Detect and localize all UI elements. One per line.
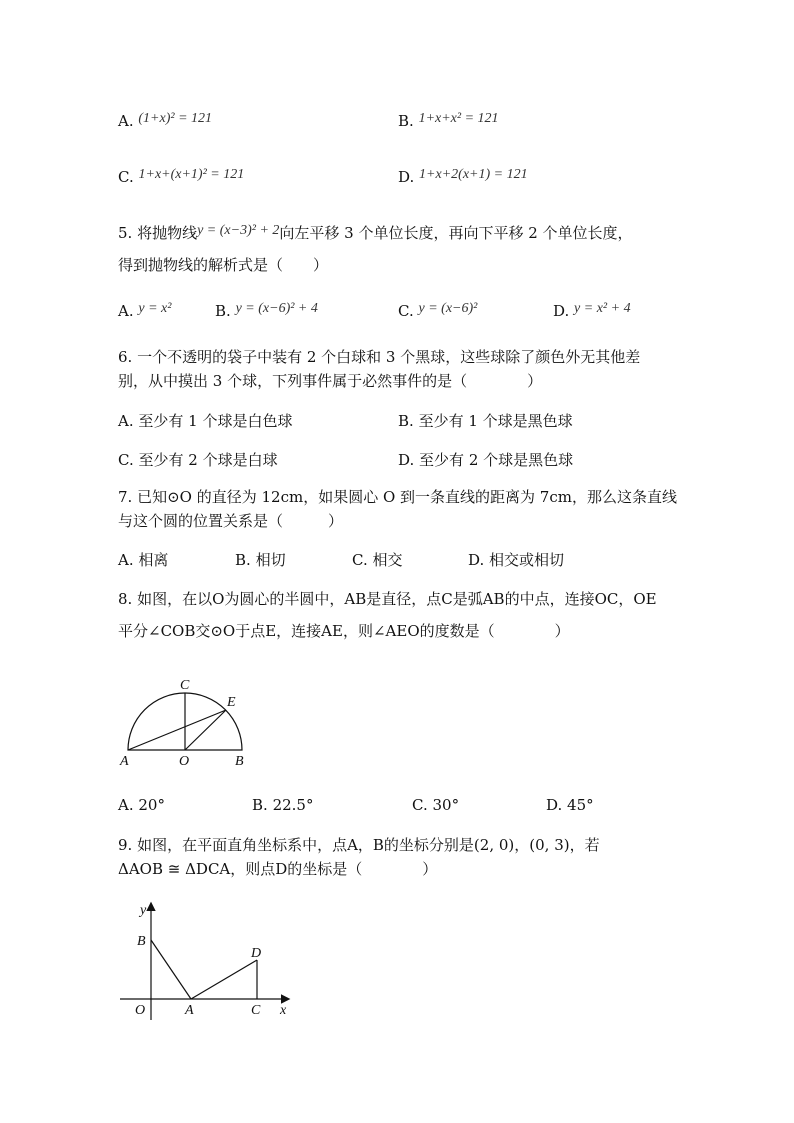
q7-option-c (352, 549, 403, 571)
q5-option-a (118, 300, 171, 324)
q5-option-c-expr: y = (x−6)² (418, 301, 478, 316)
q8-option-c (412, 794, 459, 816)
q7-option-c-text: 相交 (372, 551, 403, 569)
q8-option-b (252, 794, 313, 816)
q8-stem-line1: 8. 如图，在以O为圆心的半圆中，AB是直径，点C是弧AB的中点，连接OC，OE (118, 590, 657, 608)
q4-option-d (398, 166, 528, 190)
q5-option-b (215, 300, 318, 324)
q4-option-a (118, 110, 212, 134)
q6-option-c (118, 449, 278, 471)
q6-option-b (398, 410, 573, 432)
q4-option-a-expr: (1+x)² = 121 (138, 111, 213, 126)
q4-option-b-expr: 1+x+x² = 121 (418, 111, 499, 126)
label-a: A (185, 1003, 194, 1018)
q4-option-d-expr: 1+x+2(x+1) = 121 (419, 167, 528, 182)
q7-option-d (468, 549, 564, 571)
label-x: x (280, 1003, 287, 1018)
q8-stem-line2: 平分∠COB交⊙O于点E，连接AE，则∠AEO的度数是（ ） (118, 622, 570, 640)
label-b: B (137, 934, 146, 949)
q8-option-c-text: 30° (432, 796, 460, 814)
q6-option-b-letter: B. (398, 412, 414, 430)
q5-stem-line2: 得到抛物线的解析式是（ ） (118, 256, 329, 274)
q5-option-d (553, 300, 631, 324)
q6-option-a-text: 至少有 1 个球是白色球 (138, 412, 293, 430)
q4-option-a-letter: A. (118, 112, 134, 130)
label-a: A (120, 754, 129, 768)
q9-stem-line1: 9. 如图，在平面直角坐标系中，点A，B的坐标分别是(2, 0)，(0, 3)，若 (118, 836, 600, 854)
segment-ad (191, 960, 257, 999)
q8-option-a-letter: A. (118, 796, 134, 814)
q5-option-c (398, 300, 477, 324)
label-o: O (135, 1003, 146, 1018)
q9-coordinate-figure (118, 896, 298, 1022)
q7-option-d-text: 相交或相切 (489, 551, 565, 569)
q6-option-a-letter: A. (118, 412, 134, 430)
q4-option-c-expr: 1+x+(x+1)² = 121 (138, 167, 245, 182)
segment-ba (151, 940, 191, 999)
q4-option-b-letter: B. (398, 112, 414, 130)
q6-stem-line1: 6. 一个不透明的袋子中装有 2 个白球和 3 个黑球，这些球除了颜色外无其他差 (118, 348, 641, 366)
q5-prefix: 5. 将抛物线 (118, 224, 198, 242)
q6-option-d-letter: D. (398, 451, 415, 469)
q5-expr: y = (x−3)² + 2 (197, 223, 280, 238)
q7-option-a-text: 相离 (138, 551, 169, 569)
q5-option-b-expr: y = (x−6)² + 4 (235, 301, 318, 316)
q7-option-d-letter: D. (468, 551, 485, 569)
q5-suffix: 向左平移 3 个单位长度，再向下平移 2 个单位长度， (279, 224, 633, 242)
q7-option-b-letter: B. (235, 551, 251, 569)
label-c: C (180, 678, 190, 693)
label-o: O (179, 754, 190, 768)
q6-option-a (118, 410, 292, 432)
q6-option-c-text: 至少有 2 个球是白球 (138, 451, 278, 469)
q8-option-b-letter: B. (252, 796, 268, 814)
q5-option-b-letter: B. (215, 302, 231, 320)
label-e: E (227, 695, 236, 710)
q4-option-b (398, 110, 499, 134)
q5-option-c-letter: C. (398, 302, 414, 320)
q5-option-a-expr: y = x² (138, 301, 172, 316)
label-y: y (140, 903, 147, 918)
q4-option-c-letter: C. (118, 168, 134, 186)
q7-option-b-text: 相切 (255, 551, 286, 569)
q7-option-b (235, 549, 286, 571)
q8-semicircle-figure (116, 672, 256, 768)
q6-option-d-text: 至少有 2 个球是黑色球 (419, 451, 574, 469)
q7-option-a-letter: A. (118, 551, 134, 569)
q9-stem-line2: ΔAOB ≅ ΔDCA，则点D的坐标是（ ） (118, 860, 438, 878)
q6-option-d (398, 449, 573, 471)
label-d: D (251, 946, 262, 961)
q7-stem-line2: 与这个圆的位置关系是（ ） (118, 512, 344, 530)
q7-option-a (118, 549, 168, 571)
q5-option-d-letter: D. (553, 302, 570, 320)
label-c: C (251, 1003, 261, 1018)
q7-option-c-letter: C. (352, 551, 368, 569)
q7-stem-line1: 7. 已知⊙O 的直径为 12cm，如果圆心 O 到一条直线的距离为 7cm，那么这条直线 (118, 488, 677, 506)
q5-stem-line1 (118, 222, 633, 246)
q8-option-d (546, 794, 594, 816)
q4-option-d-letter: D. (398, 168, 415, 186)
q8-option-a (118, 794, 165, 816)
q5-option-d-expr: y = x² + 4 (574, 301, 631, 316)
q8-option-c-letter: C. (412, 796, 428, 814)
q6-stem-line2: 别，从中摸出 3 个球，下列事件属于必然事件的是（ ） (118, 372, 543, 390)
q6-option-c-letter: C. (118, 451, 134, 469)
q4-option-c (118, 166, 244, 190)
q8-option-d-letter: D. (546, 796, 563, 814)
segment-ae (128, 710, 226, 750)
q8-option-d-text: 45° (567, 796, 594, 814)
q8-option-b-text: 22.5° (272, 796, 314, 814)
segment-oe (185, 710, 226, 750)
q5-option-a-letter: A. (118, 302, 134, 320)
q8-option-a-text: 20° (138, 796, 165, 814)
label-b: B (235, 754, 244, 768)
q6-option-b-text: 至少有 1 个球是黑色球 (418, 412, 573, 430)
